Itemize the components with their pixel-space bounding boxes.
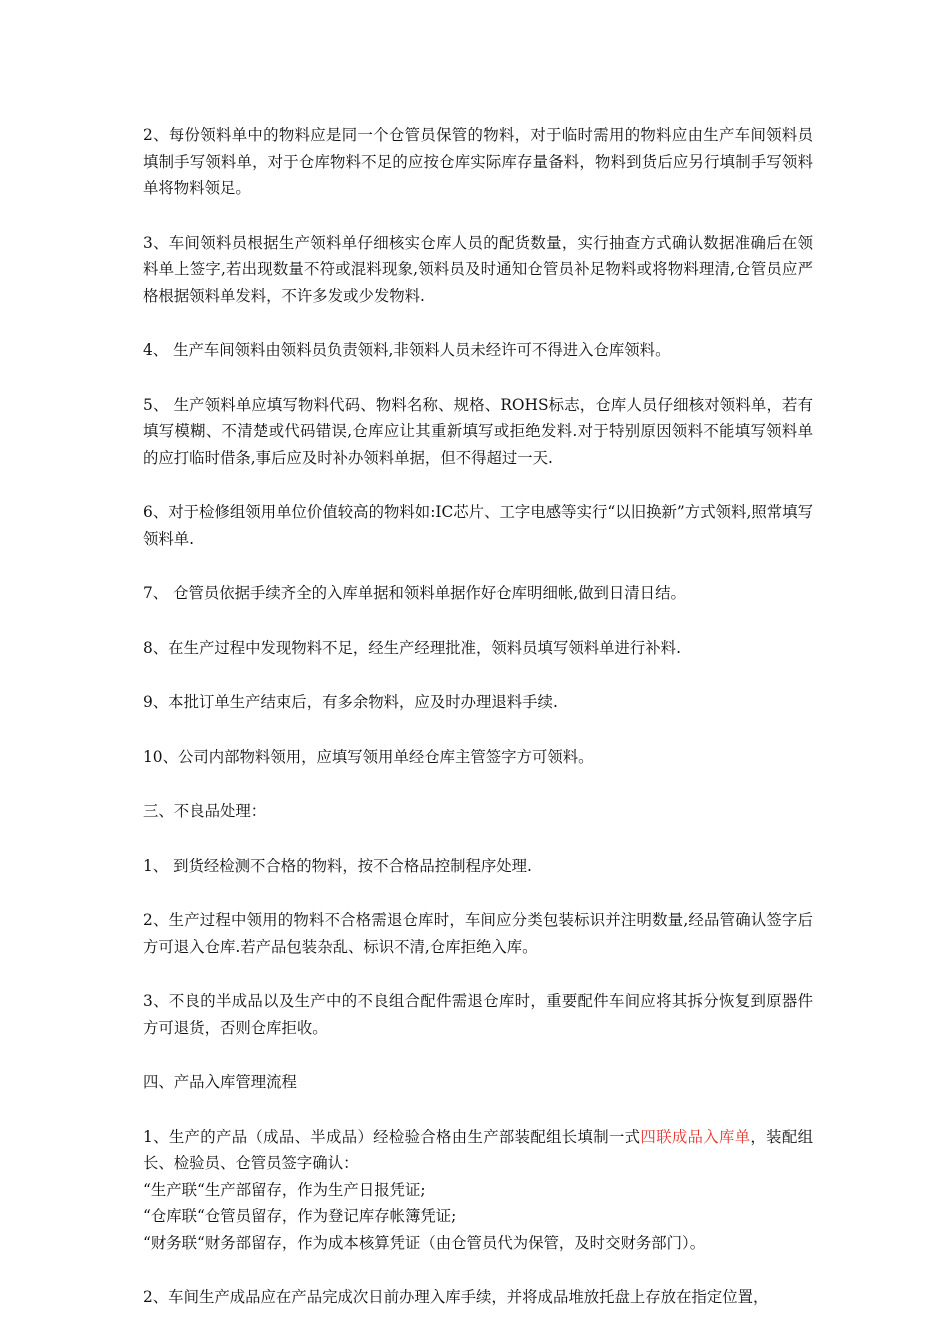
paragraph-item-4: 4、 生产车间领料由领料员负责领料,非领料人员未经许可不得进入仓库领料。 — [143, 341, 671, 359]
section-heading-defective: 三、不良品处理： — [143, 802, 267, 820]
warehousing-form-highlight: 四联成品入库单 — [640, 1127, 751, 1146]
document-body — [143, 122, 813, 1311]
paragraph-item-6: 6、对于检修组领用单位价值较高的物料如:IC芯片、工字电感等实行“以旧换新”方式领料,照常填写领料单. — [143, 503, 813, 548]
copy-production: “生产联“生产部留存，作为生产日报凭证; — [143, 1180, 426, 1199]
section-heading-warehousing: 四、产品入库管理流程 — [143, 1073, 297, 1091]
warehousing-item-2: 2、车间生产成品应在产品完成次日前办理入库手续，并将成品堆放托盘上存放在指定位置， — [143, 1288, 769, 1306]
warehousing-item-1 — [143, 1124, 813, 1257]
defective-item-2: 2、生产过程中领用的物料不合格需退仓库时，车间应分类包装标识并注明数量,经品管确认签字后方可退入仓库.若产品包装杂乱、标识不清,仓库拒绝入库。 — [143, 911, 813, 956]
defective-item-1: 1、 到货经检测不合格的物料，按不合格品控制程序处理. — [143, 856, 532, 875]
copy-finance: “财务联“财务部留存，作为成本核算凭证（由仓管员代为保管，及时交财务部门）。 — [143, 1233, 706, 1252]
paragraph-item-8: 8、在生产过程中发现物料不足，经生产经理批准，领料员填写领料单进行补料. — [143, 638, 681, 657]
paragraph-item-9: 9、本批订单生产结束后，有多余物料，应及时办理退料手续. — [143, 693, 558, 711]
defective-item-3: 3、不良的半成品以及生产中的不良组合配件需退仓库时，重要配件车间应将其拆分恢复到原器件方可退货，否则仓库拒收。 — [143, 992, 813, 1037]
paragraph-item-7: 7、 仓管员依据手续齐全的入库单据和领料单据作好仓库明细帐,做到日清日结。 — [143, 584, 686, 602]
paragraph-item-10: 10、公司内部物料领用，应填写领用单经仓库主管签字方可领料。 — [143, 747, 594, 766]
copy-warehouse: “仓库联“仓管员留存，作为登记库存帐簿凭证; — [143, 1207, 457, 1225]
warehousing-item-1-text-before: 1、生产的产品（成品、半成品）经检验合格由生产部装配组长填制一式 — [143, 1127, 641, 1146]
warehousing-item-1-text-after: ，装配组长、检验员、仓管员签字确认： — [143, 1127, 813, 1172]
paragraph-item-2: 2、每份领料单中的物料应是同一个仓管员保管的物料，对于临时需用的物料应由生产车间领料员填制手写领料单，对于仓库物料不足的应按仓库实际库存量备料，物料到货后应另行填制手写领料单将物料领足。 — [143, 126, 813, 197]
paragraph-item-3: 3、车间领料员根据生产领料单仔细核实仓库人员的配货数量，实行抽查方式确认数据准确后在领料单上签字,若出现数量不符或混料现象,领料员及时通知仓管员补足物料或将物料理清,仓管员应严格根据领料单发料，不许多发或少发物料. — [143, 233, 813, 305]
paragraph-item-5: 5、 生产领料单应填写物料代码、物料名称、规格、ROHS标志，仓库人员仔细核对领料单，若有填写模糊、不清楚或代码错误,仓库应让其重新填写或拒绝发料.对于特别原因领料不能填写领料单的应打临时借条,事后应及时补办领料单据，但不得超过一天. — [143, 395, 813, 467]
